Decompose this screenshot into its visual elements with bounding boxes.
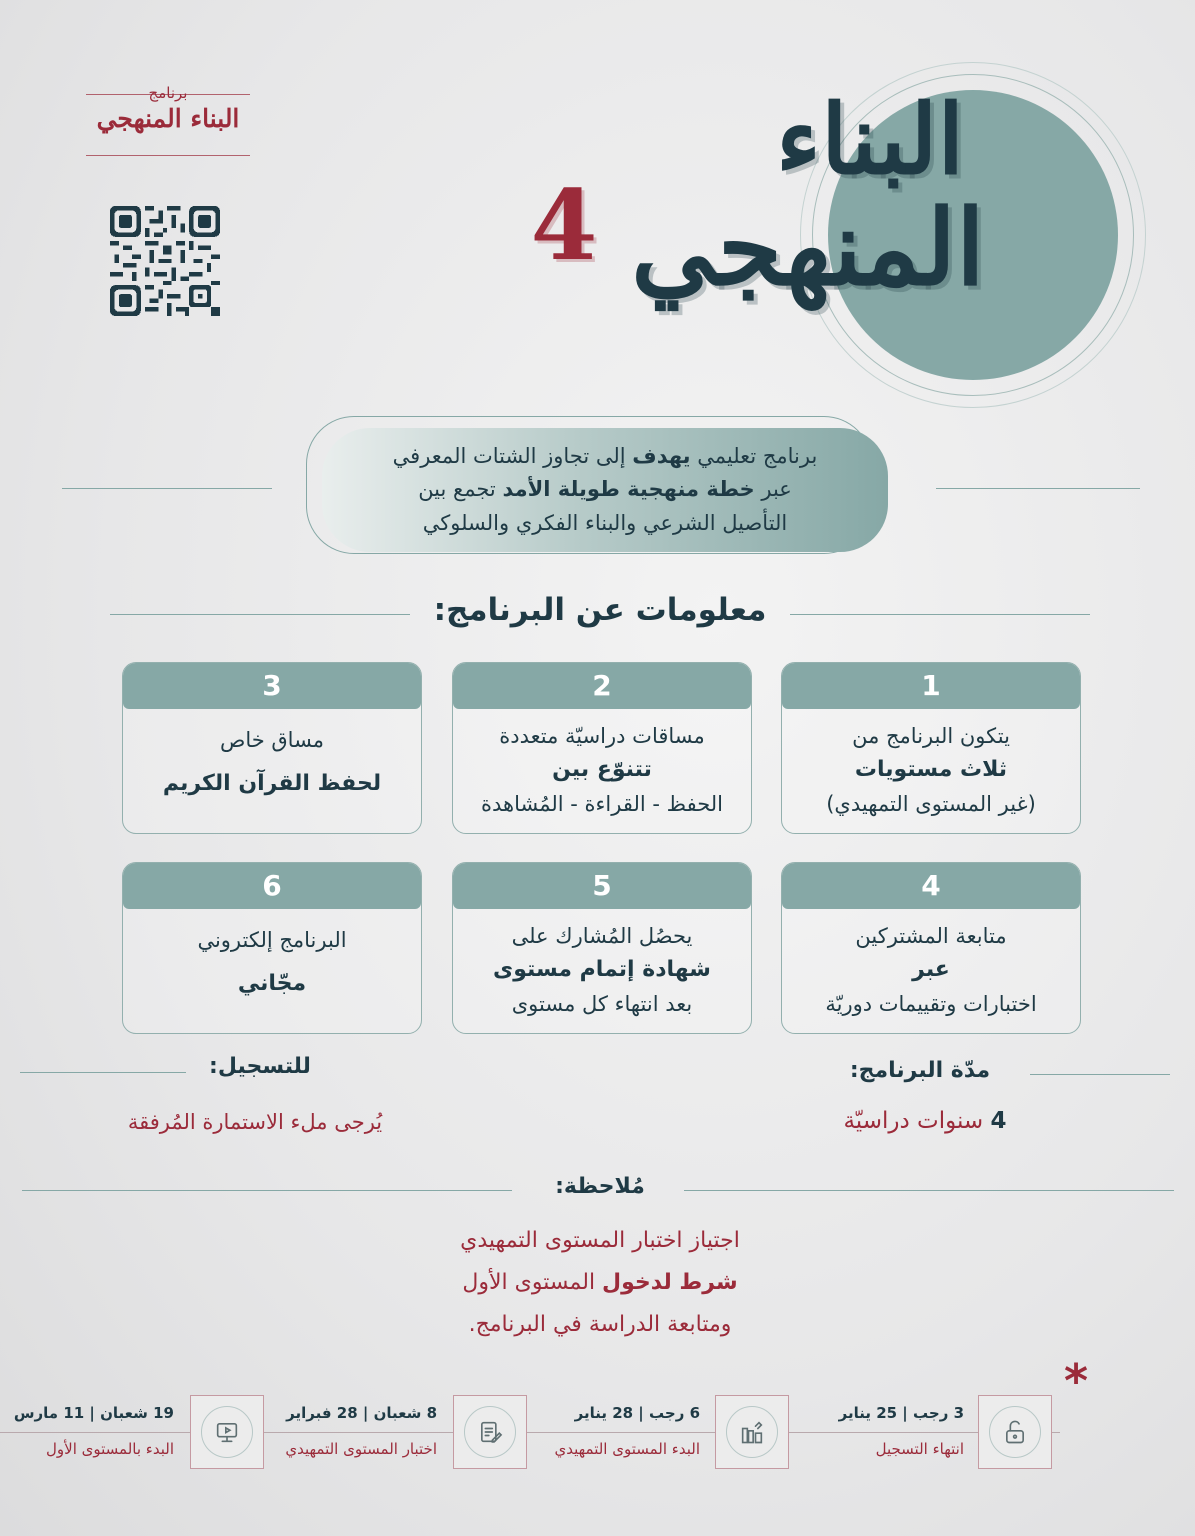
card-highlight: عبر	[912, 957, 950, 982]
note-line-1: اجتياز اختبار المستوى التمهيدي	[460, 1228, 740, 1253]
note-line-3: ومتابعة الدراسة في البرنامج.	[468, 1312, 732, 1337]
timeline-step-1	[978, 1395, 1052, 1469]
study-icon	[726, 1406, 778, 1458]
info-card-6	[122, 862, 422, 1034]
card-text: مساقات دراسيّة متعددة	[499, 724, 705, 748]
card-text: (غير المستوى التمهيدي)	[826, 792, 1036, 816]
divider	[22, 1190, 512, 1191]
note-line-2: شرط لدخول المستوى الأول	[462, 1270, 738, 1295]
card-text: يتكون البرنامج من	[852, 724, 1010, 748]
info-card-4	[781, 862, 1081, 1034]
registration-heading: للتسجيل:	[209, 1054, 311, 1079]
divider	[20, 1072, 186, 1073]
unlock-icon	[989, 1406, 1041, 1458]
brand-logo	[78, 84, 258, 164]
intro-line-2: عبر خطة منهجية طويلة الأمد تجمع بين	[418, 477, 792, 502]
ornament-top	[86, 94, 250, 100]
qr-code[interactable]	[110, 206, 220, 316]
title-line-2: المنهجي	[631, 186, 985, 309]
registration-text: يُرجى ملء الاستمارة المُرفقة	[127, 1110, 383, 1134]
card-text: اختبارات وتقييمات دوريّة	[825, 992, 1037, 1016]
title-line-1: البناء	[775, 83, 965, 196]
card-highlight: ثلاث مستويات	[854, 757, 1008, 782]
card-text: متابعة المشتركين	[855, 924, 1007, 948]
brand-small-label: برنامج	[148, 84, 188, 102]
info-card-3	[122, 662, 422, 834]
timeline-label: البدء بالمستوى الأول	[46, 1440, 174, 1458]
ornament-bottom	[86, 150, 250, 156]
info-card-1	[781, 662, 1081, 834]
card-text: مساق خاص	[219, 728, 325, 752]
info-card-5	[452, 862, 752, 1034]
card-highlight: لحفظ القرآن الكريم	[162, 771, 382, 796]
card-text: البرنامج إلكتروني	[197, 928, 347, 952]
timeline-date: 8 شعبان | 28 فبراير	[286, 1404, 437, 1422]
card-text: بعد انتهاء كل مستوى	[511, 992, 693, 1016]
intro-line-3: التأصيل الشرعي والبناء الفكري والسلوكي	[422, 510, 788, 535]
card-number: 5	[453, 863, 751, 909]
card-text: الحفظ - القراءة - المُشاهدة	[481, 792, 723, 816]
duration-value: 4 سنوات دراسيّة	[843, 1108, 1007, 1134]
card-text: يحصُل المُشارك على	[511, 924, 693, 948]
asterisk-icon: *	[1064, 1354, 1089, 1408]
card-number: 6	[123, 863, 421, 909]
intro-line-1: برنامج تعليمي يهدف إلى تجاوز الشتات المعرفي	[392, 443, 818, 468]
timeline-line	[0, 1432, 1060, 1433]
card-number: 1	[782, 663, 1080, 709]
note-heading: مُلاحظة:	[555, 1174, 645, 1199]
card-highlight: تتنوّع بين	[552, 757, 652, 782]
exam-icon	[464, 1406, 516, 1458]
card-number: 4	[782, 863, 1080, 909]
timeline-label: اختبار المستوى التمهيدي	[285, 1440, 437, 1458]
divider	[110, 614, 410, 615]
note-body	[380, 1220, 820, 1346]
timeline-date: 3 رجب | 25 يناير	[838, 1404, 964, 1422]
brand-name: البناء المنهجي	[96, 104, 240, 133]
divider	[936, 488, 1140, 489]
info-heading: معلومات عن البرنامج:	[433, 592, 767, 628]
card-number: 3	[123, 663, 421, 709]
card-highlight: شهادة إتمام مستوى	[493, 957, 711, 982]
divider	[62, 488, 272, 489]
divider	[790, 614, 1090, 615]
timeline-step-2	[715, 1395, 789, 1469]
card-number: 2	[453, 663, 751, 709]
timeline-label: انتهاء التسجيل	[875, 1440, 964, 1458]
duration-heading: مدّة البرنامج:	[849, 1058, 991, 1083]
timeline-label: البدء المستوى التمهيدي	[554, 1440, 700, 1458]
info-card-2	[452, 662, 752, 834]
timeline-step-3	[453, 1395, 527, 1469]
title-number: 4	[530, 169, 598, 282]
timeline-date: 19 شعبان | 11 مارس	[13, 1404, 174, 1422]
video-lesson-icon	[201, 1406, 253, 1458]
card-highlight: مجّاني	[237, 971, 307, 996]
divider	[684, 1190, 1174, 1191]
divider	[1030, 1074, 1170, 1075]
timeline-date: 6 رجب | 28 يناير	[574, 1404, 700, 1422]
intro-pill	[322, 428, 888, 552]
